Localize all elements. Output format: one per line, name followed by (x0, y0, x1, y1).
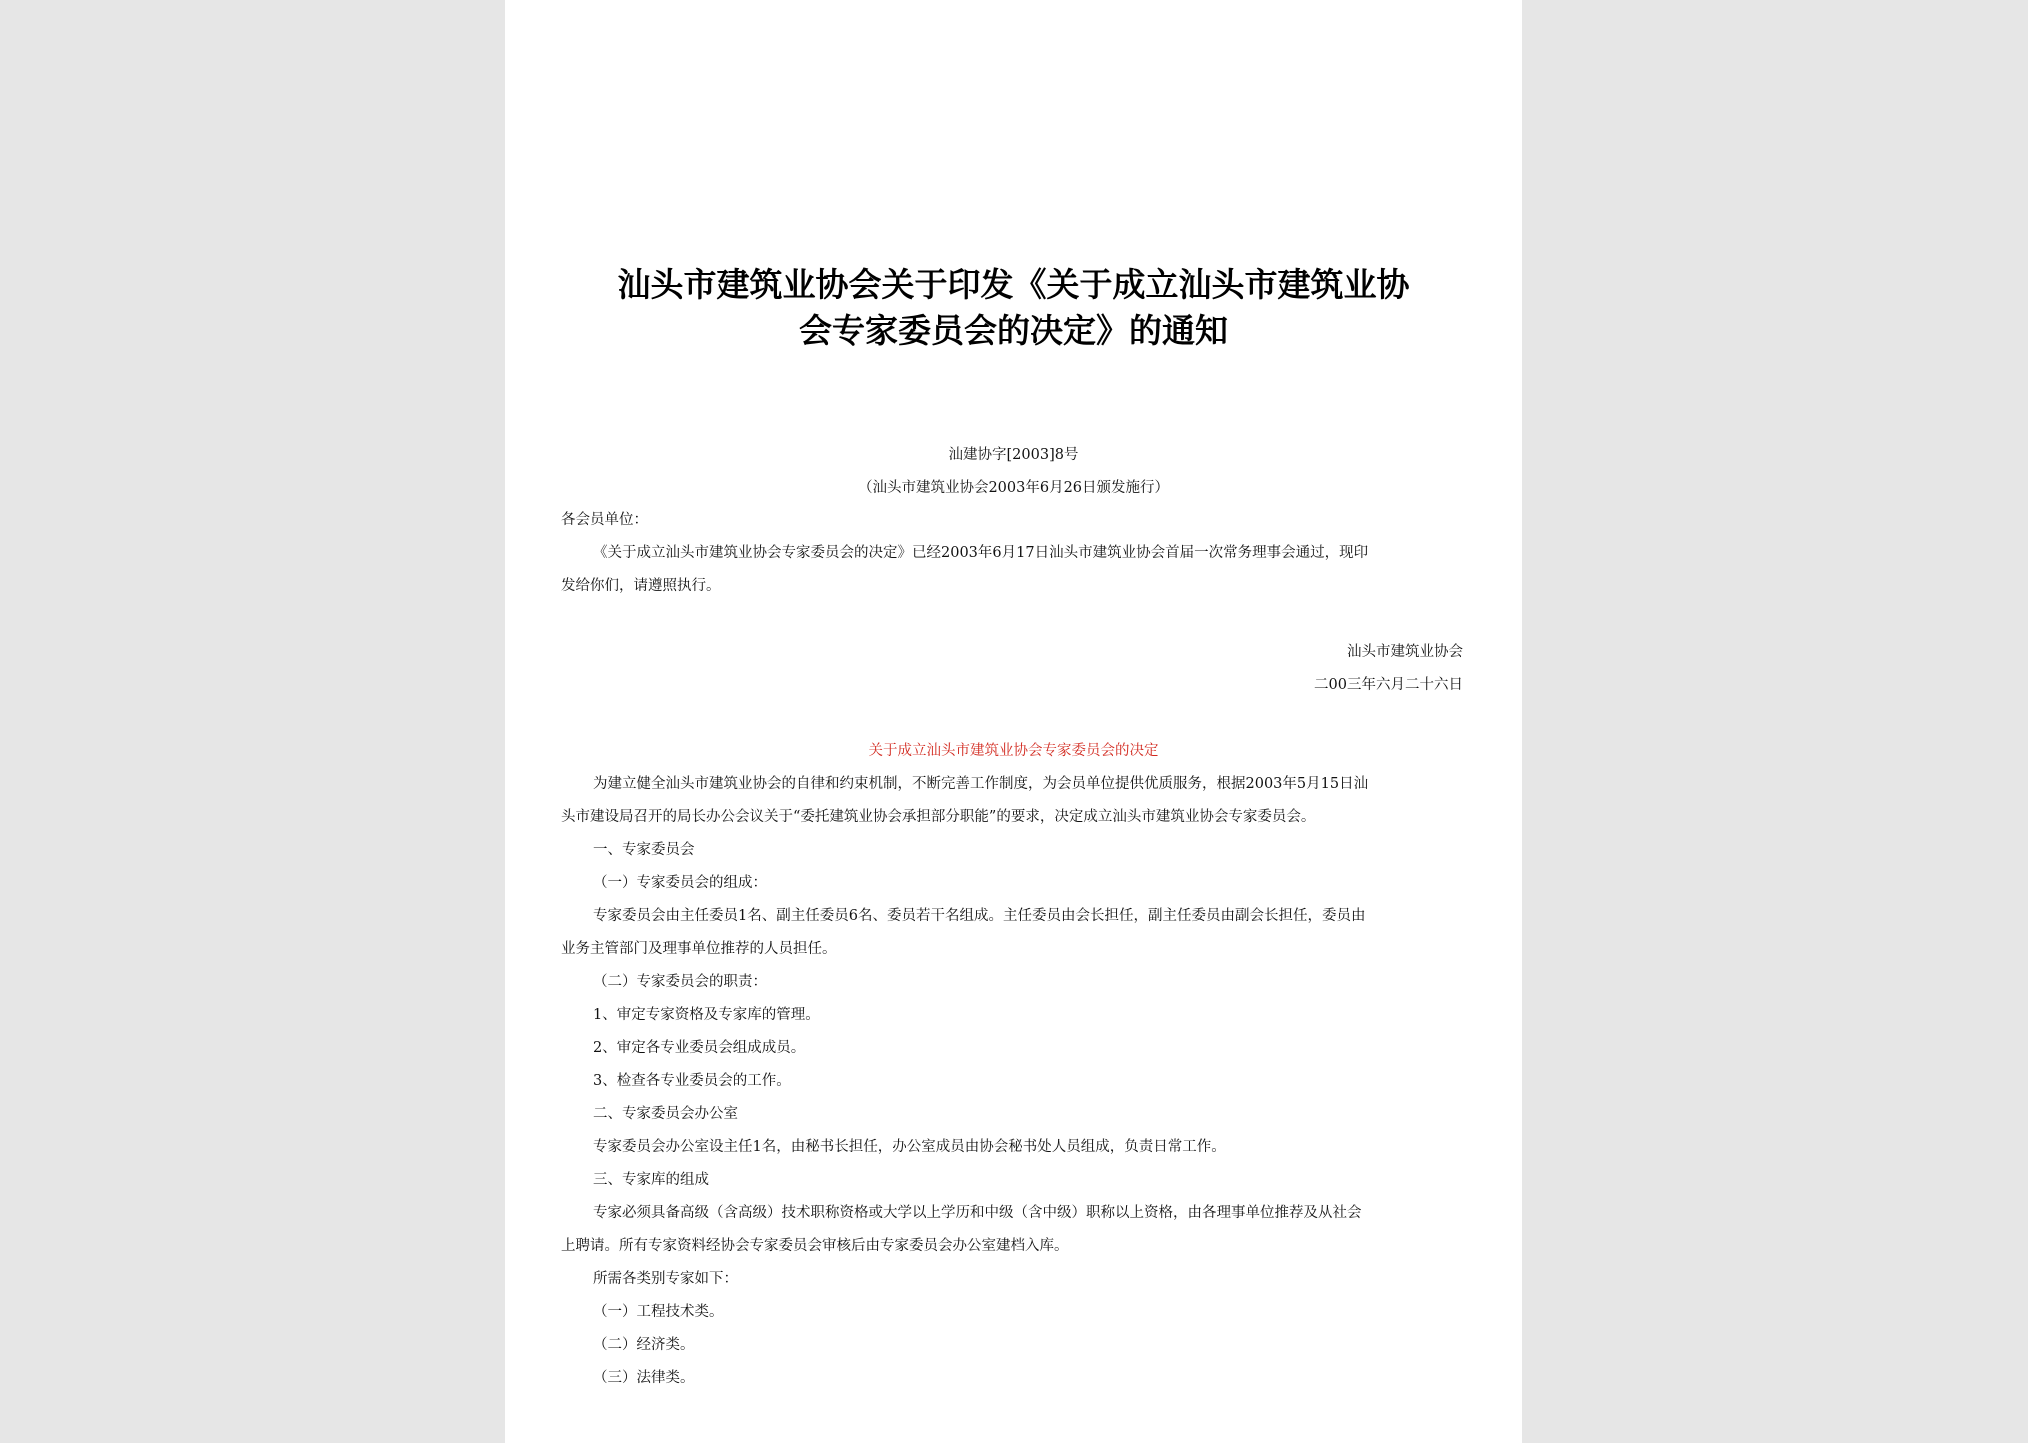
section-1-heading: 一、专家委员会 (593, 842, 695, 858)
section-2-text: 专家委员会办公室设主任1名，由秘书长担任，办公室成员由协会秘书处人员组成，负责日常工作。 (593, 1139, 1226, 1155)
expert-categories-intro: 所需各类别专家如下： (593, 1271, 738, 1287)
duty-item-2: 2、审定各专业委员会组成成员。 (593, 1040, 806, 1056)
expert-category-2: （二）经济类。 (593, 1337, 695, 1353)
section-2-heading: 二、专家委员会办公室 (593, 1106, 738, 1122)
signature-date: 二00三年六月二十六日 (1314, 677, 1463, 693)
expert-category-3: （三）法律类。 (593, 1370, 695, 1386)
expert-category-1: （一）工程技术类。 (593, 1304, 724, 1320)
decision-paragraph-line-1: 为建立健全汕头市建筑业协会的自律和约束机制，不断完善工作制度，为会员单位提供优质服务，根据2003年5月15日汕 (593, 776, 1369, 792)
section-1-2-heading: （二）专家委员会的职责： (593, 974, 767, 990)
section-3-line-1: 专家必须具备高级（含高级）技术职称资格或大学以上学历和中级（含中级）职称以上资格，由各理事单位推荐及从社会 (593, 1205, 1362, 1221)
section-3-heading: 三、专家库的组成 (593, 1172, 709, 1188)
section-1-1-heading: （一）专家委员会的组成： (593, 875, 767, 891)
section-1-1-line-2: 业务主管部门及理事单位推荐的人员担任。 (561, 941, 837, 957)
document-page (505, 0, 1522, 1443)
section-1-1-line-1: 专家委员会由主任委员1名、副主任委员6名、委员若干名组成。主任委员由会长担任，副主任委员由副会长担任，委员由 (593, 908, 1366, 924)
decision-paragraph-line-2: 头市建设局召开的局长办公会议关于“委托建筑业协会承担部分职能”的要求，决定成立汕头市建筑业协会专家委员会。 (561, 809, 1316, 825)
title-line-1: 汕头市建筑业协会关于印发《关于成立汕头市建筑业协 (617, 265, 1410, 304)
notice-body-line-1: 《关于成立汕头市建筑业协会专家委员会的决定》已经2003年6月17日汕头市建筑业协会首届一次常务理事会通过，现印 (593, 545, 1369, 561)
document-number: 汕建协字[2003]8号 (948, 447, 1079, 463)
document-title (567, 262, 1460, 354)
decision-heading: 关于成立汕头市建筑业协会专家委员会的决定 (868, 743, 1159, 759)
salutation: 各会员单位： (561, 512, 648, 528)
notice-body-line-2: 发给你们，请遵照执行。 (561, 578, 721, 594)
duty-item-3: 3、检查各专业委员会的工作。 (593, 1073, 791, 1089)
signature-org: 汕头市建筑业协会 (1347, 644, 1463, 660)
issue-note: （汕头市建筑业协会2003年6月26日颁发施行） (857, 480, 1170, 496)
title-line-2: 会专家委员会的决定》的通知 (799, 311, 1228, 350)
section-3-line-2: 上聘请。所有专家资料经协会专家委员会审核后由专家委员会办公室建档入库。 (561, 1238, 1069, 1254)
duty-item-1: 1、审定专家资格及专家库的管理。 (593, 1007, 820, 1023)
